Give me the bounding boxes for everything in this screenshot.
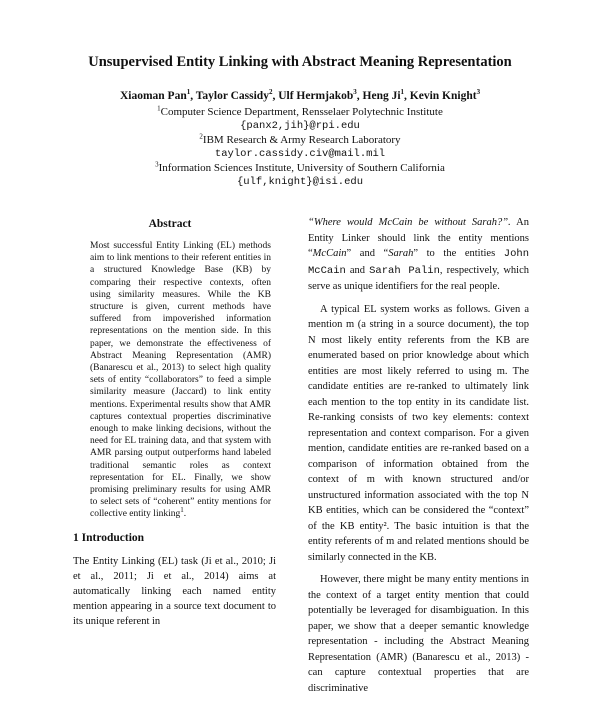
author-list: Xiaoman Pan$^1$, Taylor Cassidy$^2$, Ulf Hermjakob$^3$, Heng Ji$^1$, Kevin Knight$^3$ [119, 88, 481, 102]
author-name: Heng Ji [362, 90, 401, 102]
author-sup: 1 [186, 88, 191, 97]
text-run: ” and “ [346, 248, 389, 259]
text-run: , respectively, which serve as unique identifiers for the real people. [308, 264, 529, 292]
abstract-text: Most successful Entity Linking (EL) methods aim to link mentions to their referent entities in a structured Knowledge Base (KB) by comparing their respective contexts, often using similarity measures. While the KB structure is given, current methods have suffered from impoverished information representations on the mention side. In this paper, we demonstrate the effectiveness of Abstract Meaning Representation (AMR) (Banarescu et al., 2013) to select high quality sets of entity “collaborators” to feed a simple similarity measure (Jaccard) to link entity mentions. Experimental results show that AMR captures contextual properties discriminative enough to make linking decisions, without the need for EL training data, and that system with AMR parsing output outperforms hand labeled traditional semantic roles as context representation for EL. Finally, we show promising preliminary results for using AMR to select sets of “coherent” entity mentions for collective entity linking$^1$. [90, 241, 271, 520]
affiliation-name: IBM Research & Army Research Laboratory [202, 134, 401, 146]
abstract-body: Most successful Entity Linking (EL) methods aim to link mentions to their referent entities in a structured Knowledge Base (KB) by comparing their respective contexts, often using similarity measures. While the KB structure is given, current methods have suffered from impoverished information representations on the mention side. In this paper, we demonstrate the effectiveness of Abstract Meaning Representation (AMR) (Banarescu et al., 2013) to select high quality sets of entity “collaborators” to feed a simple similarity measure (Jaccard) to link entity mentions. Experimental results show that AMR captures contextual properties discriminative enough to make linking decisions, without the need for EL training data, and that system with AMR parsing output outperforms hand labeled traditional semantic roles as context representation for EL. Finally, we show promising preliminary results for using AMR to select sets of “coherent” entity mentions for collective entity linking [90, 241, 271, 520]
affiliation-2 [0, 133, 600, 147]
entity: John McCain [308, 248, 530, 277]
mention: Sarah [388, 248, 414, 259]
affiliation-2-email: taylor.cassidy.civ@mail.mil [214, 148, 386, 160]
text-run: and [345, 264, 370, 276]
footnote-marker: 1 [180, 506, 184, 515]
mention: McCain [312, 248, 347, 259]
affiliation-sup: 2 [199, 132, 203, 141]
author-sup: 2 [268, 88, 273, 97]
author-name: Kevin Knight [409, 90, 477, 102]
affiliation-1 [0, 105, 600, 119]
affiliation-3-email: {ulf,knight}@isi.edu [236, 176, 364, 188]
example-quote: “Where would McCain be without Sarah?”. [308, 217, 511, 228]
paragraph [308, 215, 529, 295]
author-name: Taylor Cassidy [195, 90, 269, 102]
right-column [308, 215, 529, 703]
affiliation-name: Information Sciences Institute, University of Southern California [158, 162, 445, 174]
abstract-heading: Abstract [148, 218, 192, 230]
section-heading-introduction: 1 Introduction [73, 532, 145, 544]
entity: Sarah Palin [369, 264, 440, 277]
text-run: An Entity Linker should link the entity mentions “ [308, 217, 529, 259]
affiliation-name: Computer Science Department, Rensselaer Polytechnic Institute [160, 106, 443, 118]
affiliation-3 [0, 161, 600, 175]
affiliation-1-email: {panx2,jih}@rpi.edu [240, 120, 360, 132]
text-run: ” to the entities [413, 248, 504, 259]
paragraph: However, there might be many entity mentions in the context of a target entity mention that could potentially be leveraged for disambiguation. In this paper, we show that a deeper semantic knowledge representation - including the Abstract Meaning Representation (AMR) (Banarescu et al., 2013) - can capture contextual properties that are discriminative [308, 574, 529, 694]
author-sup: 3 [476, 88, 481, 97]
author-name: Ulf Hermjakob [278, 90, 354, 102]
affiliation-sup: 1 [157, 104, 161, 113]
affiliation-sup: 3 [155, 160, 159, 169]
paper-title: Unsupervised Entity Linking with Abstract Meaning Representation [88, 54, 512, 70]
author-sup: 1 [400, 88, 405, 97]
introduction-text: The Entity Linking (EL) task (Ji et al., 2010; Ji et al., 2011; Ji et al., 2014) aims at automatically linking each named entity mention appearing in a source text document to its unique referent in [73, 556, 276, 627]
paragraph: A typical EL system works as follows. Given a mention m (a string in a source document), the top N most likely entity referents from the KB are enumerated based on prior knowledge about which entities are most likely referred to using m. The candidate entities are re-ranked to ultimately link each mention to the top entity in its candidate list. Re-ranking consists of two key elements: context representation and context comparison. For a given mention, candidate entities are re-ranked based on a comparison of information obtained from the context of m with known structured and/or unstructured information associated with the top N KB entities, which can be considered the “context” of the KB entity². The basic intuition is that the entity referents of m and related mentions should be similarly connected in the KB. [308, 303, 529, 563]
author-name: Xiaoman Pan [119, 90, 187, 102]
author-sup: 3 [353, 88, 357, 97]
